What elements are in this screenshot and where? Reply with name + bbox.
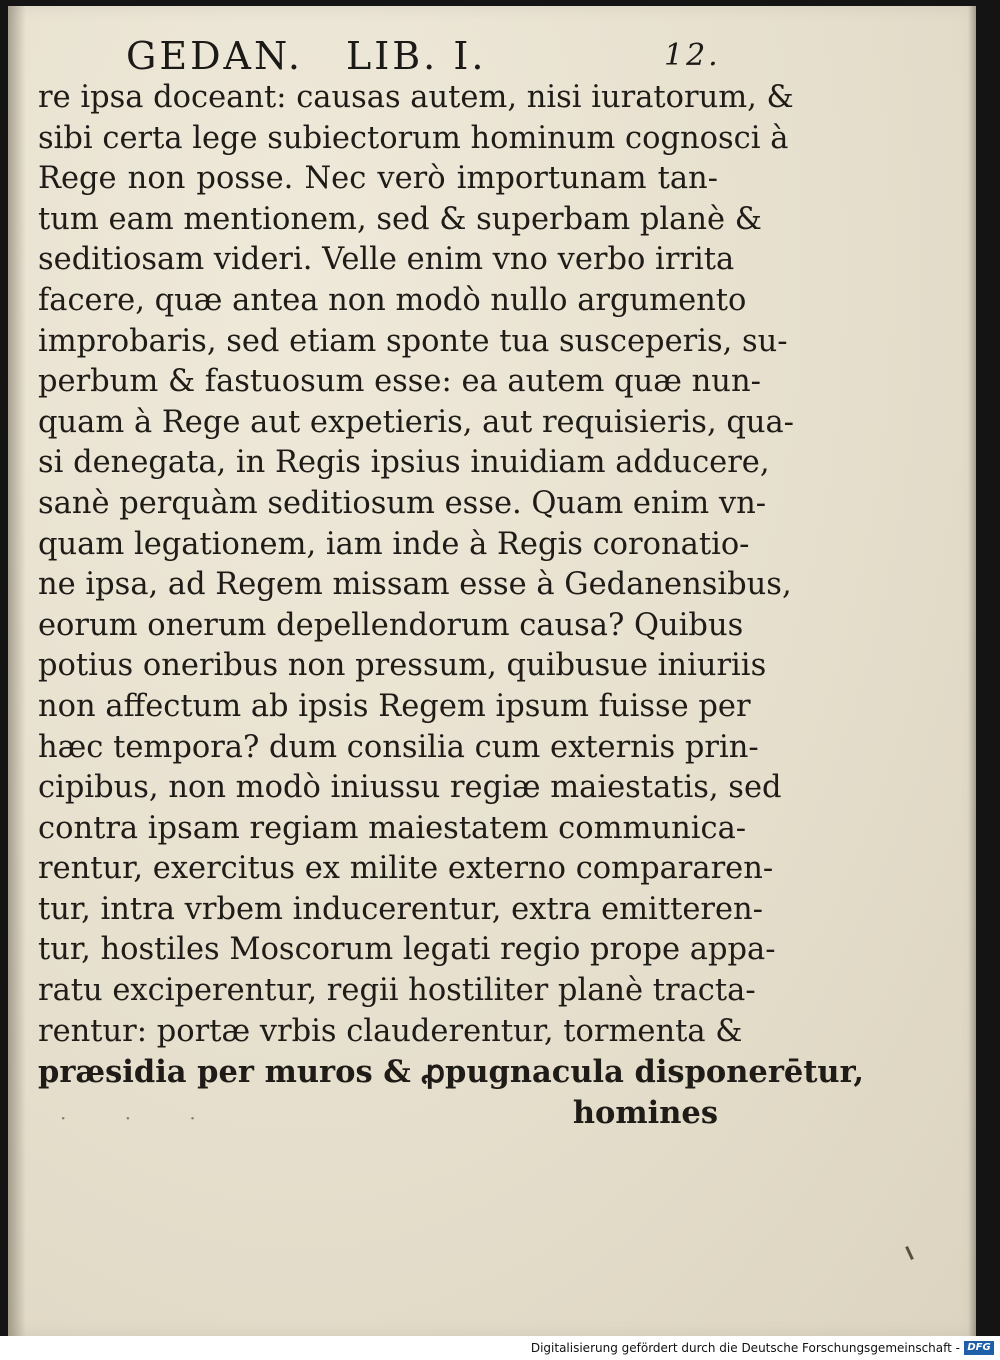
text-line: contra ipsam regiam maiestatem communica- <box>38 810 747 846</box>
text-line: re ipsa doceant: causas autem, nisi iuratorum, & <box>38 80 794 115</box>
folio-number: 12. <box>664 38 721 73</box>
text-line: tum eam mentionem, sed & superbam planè & <box>38 201 762 237</box>
text-line: sanè perquàm seditiosum esse. Quam enim vn- <box>38 485 767 521</box>
text-line: facere, quæ antea non modò nullo argumento <box>38 282 747 318</box>
book-page <box>8 6 976 1336</box>
text-line: ratu exciperentur, regii hostiliter planè tracta- <box>38 973 756 1009</box>
running-head-title: GEDAN. <box>126 34 303 78</box>
text-line: tur, hostiles Moscorum legati regio prope appa- <box>38 932 776 968</box>
text-line: perbum & fastuosum esse: ea autem quæ nun- <box>38 364 761 400</box>
text-line: sibi certa lege subiectorum hominum cognosci à <box>38 120 789 156</box>
catchword: homines <box>572 1094 718 1131</box>
text-line: improbaris, sed etiam sponte tua susceperis, su- <box>38 323 788 359</box>
text-line: rentur, exercitus ex milite externo compararen- <box>38 851 774 887</box>
text-line: ne ipsa, ad Regem missam esse à Gedanensibus, <box>38 567 792 603</box>
dfg-logo-icon: DFG <box>964 1341 994 1355</box>
running-head-book: LIB. I. <box>346 34 487 78</box>
text-line: cipibus, non modò iniussu regiæ maiestatis, sed <box>38 770 782 806</box>
page-edge-shadow <box>968 6 976 1336</box>
text-line: præsidia per muros & ꝓpugnacula disponerētur, <box>38 1054 865 1091</box>
funding-credit: Digitalisierung gefördert durch die Deutsche Forschungsgemeinschaft - <box>530 1341 960 1355</box>
paper-specks: · · · <box>60 1106 222 1130</box>
text-line: si denegata, in Regis ipsius inuidiam adducere, <box>38 445 770 481</box>
text-line: hæc tempora? dum consilia cum externis prin- <box>38 729 759 765</box>
text-line: non affectum ab ipsis Regem ipsum fuisse per <box>38 688 751 724</box>
paper-mark <box>905 1246 914 1260</box>
text-line: seditiosam videri. Velle enim vno verbo irrita <box>38 242 735 278</box>
footer-bar <box>0 1336 1000 1360</box>
text-line: potius oneribus non pressum, quibusue iniuriis <box>38 648 767 684</box>
text-line: tur, intra vrbem inducerentur, extra emitteren- <box>38 891 763 927</box>
spine-shadow <box>8 6 26 1336</box>
text-line: Rege non posse. Nec verò importunam tan- <box>38 161 718 197</box>
text-line: quam à Rege aut expetieris, aut requisieris, qua- <box>38 404 794 440</box>
text-line: eorum onerum depellendorum causa? Quibus <box>38 607 744 643</box>
running-head <box>126 34 721 78</box>
text-line: quam legationem, iam inde à Regis coronatio- <box>38 526 750 562</box>
body-text <box>38 78 865 1133</box>
text-line: rentur: portæ vrbis clauderentur, tormenta & <box>38 1013 743 1049</box>
